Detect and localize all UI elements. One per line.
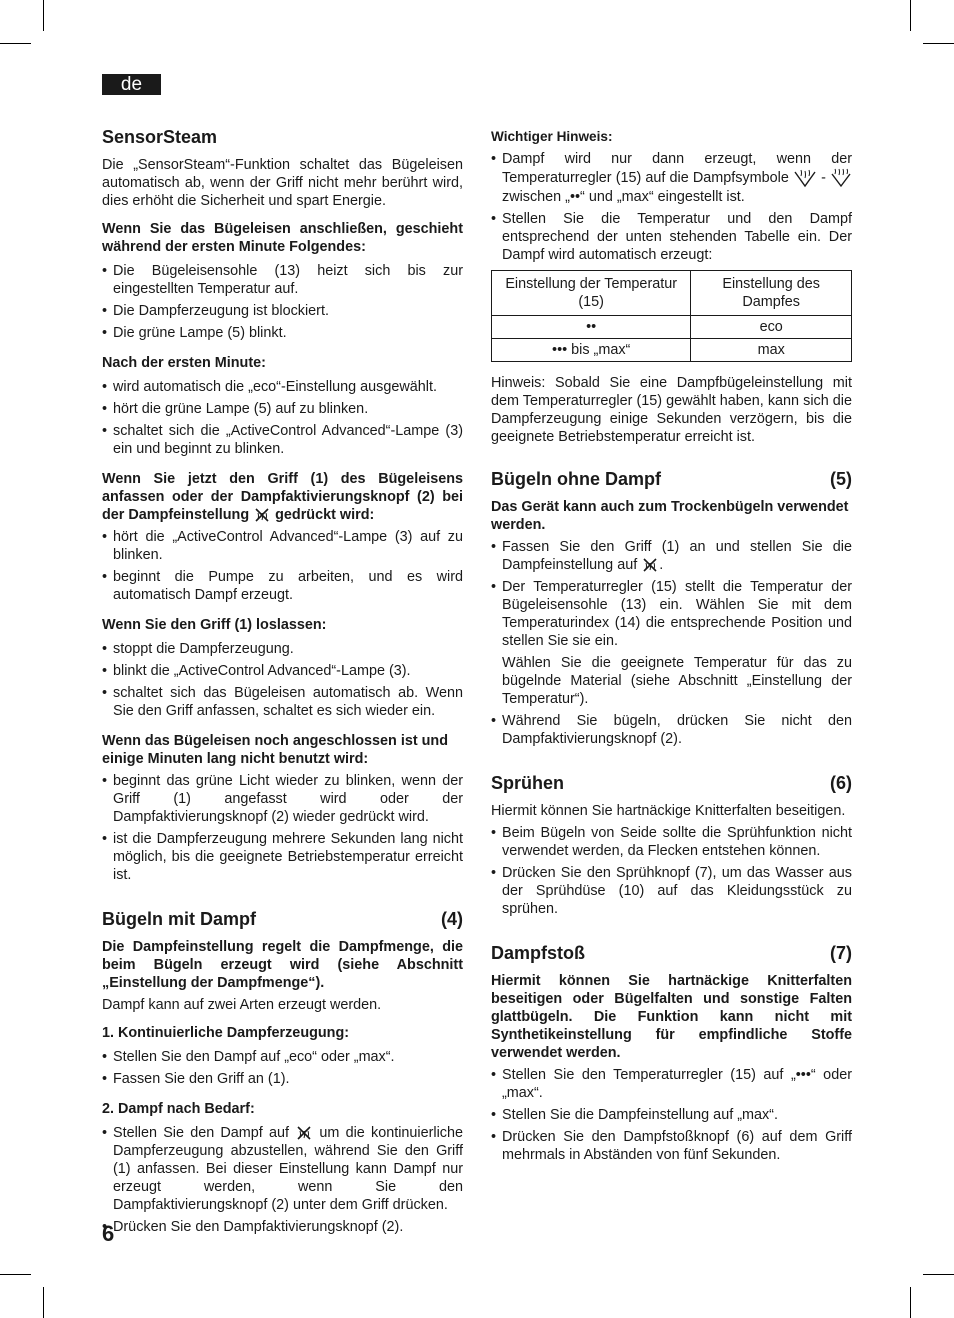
note-paragraph: Hinweis: Sobald Sie eine Dampfbügeleinstellung mit dem Temperaturregler (15) gewählt haben, kann sich die Dampferzeugung einige Sekunden verzögern, bis die geeignete Betriebstemperatur erreicht ist. — [491, 375, 852, 445]
list-item: • schaltet sich das Bügeleisen automatisch ab. Wenn Sie den Griff anfassen, schaltet es sich wieder ein. — [102, 684, 463, 720]
bullet-list — [491, 1066, 852, 1164]
subheading: Nach der ersten Minute: — [102, 355, 266, 371]
paragraph: Dampf kann auf zwei Arten erzeugt werden. — [102, 997, 382, 1013]
language-tag: de — [102, 74, 161, 95]
list-item: • Beim Bügeln von Seide sollte die Sprühfunktion nicht verwendet werden, da Flecken entstehen können. — [491, 824, 852, 860]
bullet-list — [491, 538, 852, 748]
list-item: • beginnt das grüne Licht wieder zu blinken, wenn der Griff (1) angefasst wird oder der Dampfaktivierungsknopf (2) wieder gedrückt wird. — [102, 772, 463, 826]
bullet-list — [102, 262, 463, 342]
paragraph: Die „SensorSteam“-Funktion schaltet das Bügeleisen automatisch ab, wenn der Griff nicht mehr berührt wird, dies erhöht die Sicherheit und spart Energie. — [102, 157, 463, 209]
section-title-buegeln-mit-dampf: Bügeln mit Dampf (4) — [102, 909, 463, 929]
subheading: Wenn das Bügeleisen noch angeschlossen ist und einige Minuten lang nicht benutzt wird: — [102, 733, 448, 767]
left-column — [102, 126, 463, 1248]
page-number: 6 — [102, 1221, 115, 1246]
list-item: • beginnt die Pumpe zu arbeiten, und es wird automatisch Dampf erzeugt. — [102, 568, 463, 604]
steam-max-icon — [830, 168, 852, 188]
bullet-list — [102, 528, 463, 604]
list-item: • Die grüne Lampe (5) blinkt. — [102, 324, 463, 342]
steam-icon — [793, 168, 817, 188]
subheading: 2. Dampf nach Bedarf: — [102, 1101, 255, 1117]
table-cell: ••• bis „max“ — [492, 339, 691, 362]
subheading: 1. Kontinuierliche Dampferzeugung: — [102, 1025, 350, 1041]
list-item: • Die Dampferzeugung ist blockiert. — [102, 302, 463, 320]
crop-mark — [910, 0, 911, 31]
steam-off-icon — [641, 557, 659, 573]
list-item: • Dampf wird nur dann erzeugt, wenn der Temperaturregler (15) auf die Dampfsymbole - zwischen „••“ und „max“ eingestellt ist. — [491, 150, 852, 206]
list-item: • Stellen Sie den Dampf auf „eco“ oder „max“. — [102, 1048, 463, 1066]
list-item: • blinkt die „ActiveControl Advanced“-Lampe (3). — [102, 662, 463, 680]
list-item: • stoppt die Dampferzeugung. — [102, 640, 463, 658]
section-title-sensorsteam: SensorSteam — [102, 127, 218, 147]
list-item: • Drücken Sie den Sprühknopf (7), um das Wasser aus der Sprühdüse (10) auf das Kleidungsstück zu sprühen. — [491, 864, 852, 918]
crop-mark — [0, 1274, 31, 1275]
list-item: • Fassen Sie den Griff (1) an und stellen Sie die Dampfeinstellung auf . — [491, 538, 852, 574]
lead-paragraph: Das Gerät kann auch zum Trockenbügeln verwendet werden. — [491, 499, 849, 533]
list-item: • Stellen Sie den Temperaturregler (15) auf „•••“ oder „max“. — [491, 1066, 852, 1102]
list-item: • Drücken Sie den Dampfstoßknopf (6) auf dem Griff mehrmals in Abständen von fünf Sekunden. — [491, 1128, 852, 1164]
list-item: • Drücken Sie den Dampfaktivierungsknopf (2). — [102, 1218, 463, 1236]
lead-paragraph: Hiermit können Sie hartnäckige Knitterfalten beseitigen oder Bügelfalten und sonstige Falten glattbügeln. Die Funktion kann nicht mit Synthetikeinstellung für empfindliche Stoffe verwendet werden. — [491, 973, 852, 1061]
list-item: • Stellen Sie den Dampf auf um die kontinuierliche Dampferzeugung abzustellen, während Sie den Griff (1) anfassen. Bei dieser Einstellung kann Dampf nur erzeugt werden, wenn Sie den Dampfaktivierungsknopf (2) unter dem Griff drücken. — [102, 1124, 463, 1214]
list-item: • hört die „ActiveControl Advanced“-Lampe (3) auf zu blinken. — [102, 528, 463, 564]
table-header: Einstellung des Dampfes — [691, 271, 852, 316]
list-item: • Fassen Sie den Griff an (1). — [102, 1070, 463, 1088]
table-cell: max — [691, 339, 852, 362]
steam-off-icon — [253, 507, 271, 523]
bullet-list — [102, 640, 463, 720]
subheading: Wenn Sie das Bügeleisen anschließen, geschieht während der ersten Minute Folgendes: — [102, 221, 463, 255]
bullet-list — [102, 378, 463, 458]
right-column — [491, 128, 852, 1176]
section-title-dampfstoss: Dampfstoß (7) — [491, 943, 852, 963]
bullet-list — [491, 824, 852, 918]
lead-paragraph: Die Dampfeinstellung regelt die Dampfmenge, die beim Bügeln erzeugt wird (siehe Abschnitt „Einstellung der Dampfmenge“). — [102, 939, 463, 991]
list-item: • wird automatisch die „eco“-Einstellung ausgewählt. — [102, 378, 463, 396]
crop-mark — [923, 1274, 954, 1275]
list-item: • hört die grüne Lampe (5) auf zu blinken. — [102, 400, 463, 418]
list-item: • Während Sie bügeln, drücken Sie nicht den Dampfaktivierungsknopf (2). — [491, 712, 852, 748]
crop-mark — [43, 0, 44, 31]
list-item: • Die Bügeleisensohle (13) heizt sich bis zur eingestellten Temperatur auf. — [102, 262, 463, 298]
table-cell: eco — [691, 316, 852, 339]
settings-table — [491, 270, 852, 362]
crop-mark — [923, 43, 954, 44]
bullet-list — [102, 1124, 463, 1236]
subheading: Wichtiger Hinweis: — [491, 129, 613, 144]
crop-mark — [43, 1287, 44, 1318]
paragraph: Hiermit können Sie hartnäckige Knitterfalten beseitigen. — [491, 803, 846, 819]
steam-off-icon — [295, 1125, 313, 1141]
subheading: Wenn Sie jetzt den Griff (1) des Bügeleisens anfassen oder der Dampfaktivierungsknopf (2) bei der Dampfeinstellung gedrückt wird: — [102, 471, 463, 523]
bullet-list — [102, 1048, 463, 1088]
crop-mark — [0, 43, 31, 44]
list-item: • Der Temperaturregler (15) stellt die Temperatur der Bügeleisensohle (13) ein. Wählen Sie mit dem Temperaturindex (14) die entsprechende Position und stellen Sie sie ein. Wählen Sie die geeignete Temperatur für das zu bügelnde Material (siehe Abschnitt „Einstellung der Temperatur“). — [491, 578, 852, 708]
crop-mark — [910, 1287, 911, 1318]
list-item: • schaltet sich die „ActiveControl Advanced“-Lampe (3) ein und beginnt zu blinken. — [102, 422, 463, 458]
bullet-list — [491, 150, 852, 264]
section-title-spruehen: Sprühen (6) — [491, 773, 852, 793]
subheading: Wenn Sie den Griff (1) loslassen: — [102, 617, 327, 633]
list-item: • Stellen Sie die Dampfeinstellung auf „max“. — [491, 1106, 852, 1124]
table-cell: •• — [492, 316, 691, 339]
bullet-list — [102, 772, 463, 884]
list-item: • Stellen Sie die Temperatur und den Dampf entsprechend der unten stehenden Tabelle ein. Der Dampf wird automatisch erzeugt: — [491, 210, 852, 264]
section-title-buegeln-ohne-dampf: Bügeln ohne Dampf (5) — [491, 469, 852, 489]
list-item: • ist die Dampferzeugung mehrere Sekunden lang nicht möglich, bis die geeignete Betriebstemperatur erreicht ist. — [102, 830, 463, 884]
table-header: Einstellung der Temperatur (15) — [492, 271, 691, 316]
